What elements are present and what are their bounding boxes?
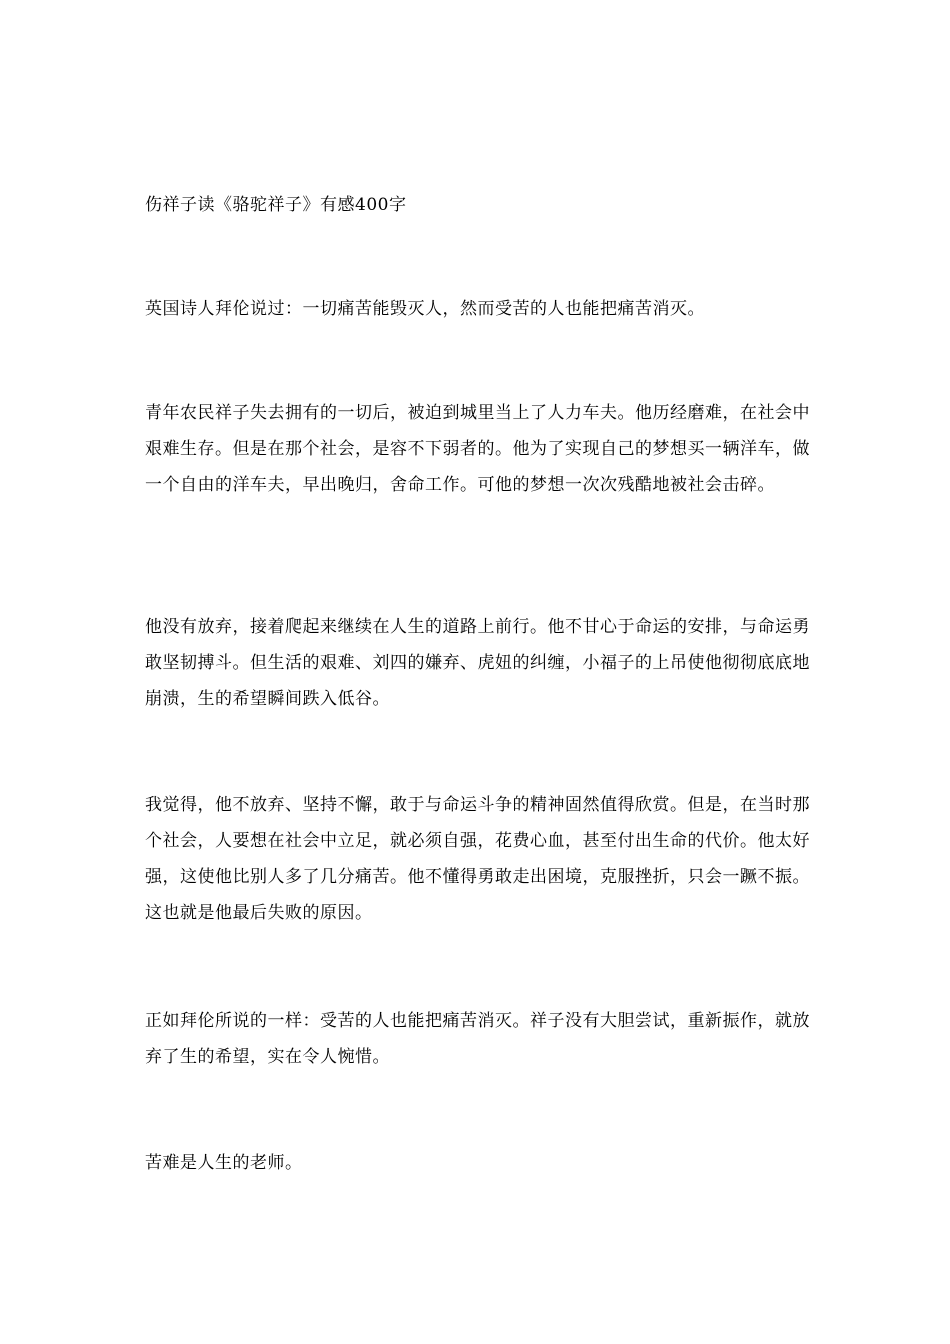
document-title: 伤祥子读《骆驼祥子》有感400字 — [145, 195, 407, 215]
paragraph-2: 青年农民祥子失去拥有的一切后，被迫到城里当上了人力车夫。他历经磨难，在社会中艰难生存。但是在那个社会，是容不下弱者的。他为了实现自己的梦想买一辆洋车，做一个自由的洋车夫，早出晚归，舍命工作。可他的梦想一次次残酷地被社会击碎。 — [145, 403, 810, 495]
paragraph-1: 英国诗人拜伦说过：一切痛苦能毁灭人，然而受苦的人也能把痛苦消灭。 — [145, 299, 705, 319]
paragraph-5: 正如拜伦所说的一样：受苦的人也能把痛苦消灭。祥子没有大胆尝试，重新振作，就放弃了生的希望，实在令人惋惜。 — [145, 1011, 810, 1067]
paragraph-6: 苦难是人生的老师。 — [145, 1153, 303, 1173]
paragraph-4: 我觉得，他不放弃、坚持不懈，敢于与命运斗争的精神固然值得欣赏。但是，在当时那个社会，人要想在社会中立足，就必须自强，花费心血，甚至付出生命的代价。他太好强，这使他比别人多了几分痛苦。他不懂得勇敢走出困境，克服挫折，只会一蹶不振。这也就是他最后失败的原因。 — [145, 795, 810, 923]
paragraph-3: 他没有放弃，接着爬起来继续在人生的道路上前行。他不甘心于命运的安排，与命运勇敢坚韧搏斗。但生活的艰难、刘四的嫌弃、虎妞的纠缠，小福子的上吊使他彻彻底底地崩溃，生的希望瞬间跌入低谷。 — [145, 617, 810, 709]
